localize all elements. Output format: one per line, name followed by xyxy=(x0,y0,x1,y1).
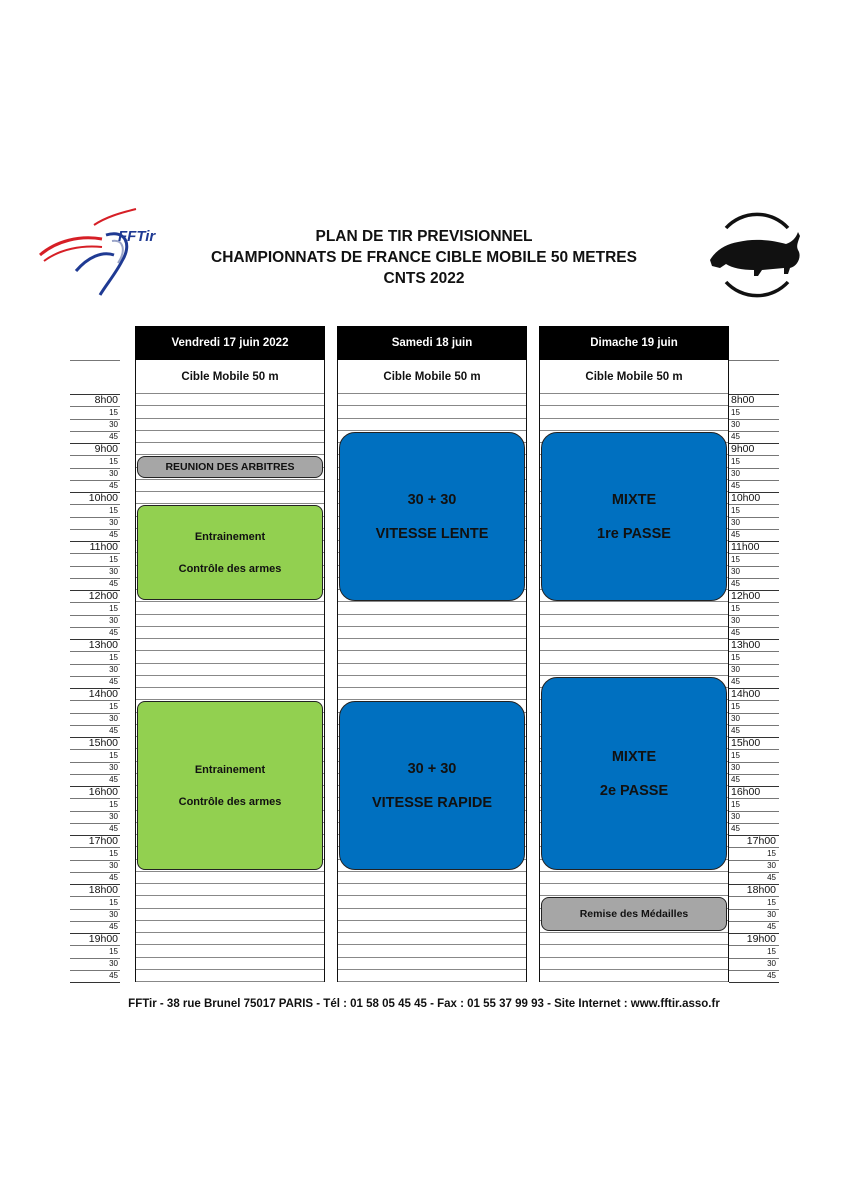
time-label-quarter: 45 xyxy=(109,971,118,980)
slot-rule xyxy=(136,454,324,455)
time-label-quarter: 30 xyxy=(731,420,740,429)
grid-rule xyxy=(729,798,779,799)
time-label-quarter: 30 xyxy=(767,959,776,968)
slot-rule xyxy=(338,957,526,958)
slot-rule xyxy=(136,687,324,688)
time-label-hour: 17h00 xyxy=(88,835,118,847)
time-label-quarter: 30 xyxy=(731,567,740,576)
time-label-quarter: 30 xyxy=(109,420,118,429)
time-label-hour: 16h00 xyxy=(731,786,761,798)
event-label: 2e PASSE xyxy=(599,782,669,799)
time-label-quarter: 15 xyxy=(109,457,118,466)
time-label-quarter: 45 xyxy=(731,824,740,833)
time-label-quarter: 15 xyxy=(109,947,118,956)
event-label: Entrainement xyxy=(194,763,266,776)
time-label-quarter: 45 xyxy=(109,481,118,490)
time-label-quarter: 30 xyxy=(731,812,740,821)
schedule-event[interactable] xyxy=(137,505,323,600)
slot-rule xyxy=(540,638,728,639)
grid-rule xyxy=(729,651,779,652)
discipline-label: Cible Mobile 50 m xyxy=(337,360,527,393)
time-label-quarter: 30 xyxy=(109,567,118,576)
slot-rule xyxy=(540,663,728,664)
discipline-label: Cible Mobile 50 m xyxy=(539,360,729,393)
slot-rule xyxy=(338,699,526,700)
time-label-quarter: 45 xyxy=(109,677,118,686)
time-label-quarter: 15 xyxy=(109,506,118,515)
slot-rule xyxy=(338,393,526,394)
grid-rule xyxy=(70,406,120,407)
event-label: Contrôle des armes xyxy=(178,562,282,575)
time-label-quarter: 15 xyxy=(731,506,740,515)
time-label-quarter: 15 xyxy=(731,457,740,466)
slot-rule xyxy=(136,969,324,970)
time-label-quarter: 15 xyxy=(731,702,740,711)
time-label-quarter: 45 xyxy=(109,432,118,441)
event-label: Contrôle des armes xyxy=(178,795,282,808)
slot-rule xyxy=(338,675,526,676)
time-label-quarter: 15 xyxy=(109,849,118,858)
slot-rule xyxy=(136,418,324,419)
title-line-3: CNTS 2022 xyxy=(383,270,465,287)
time-label-quarter: 30 xyxy=(109,714,118,723)
time-label-quarter: 30 xyxy=(767,861,776,870)
event-label: REUNION DES ARBITRES xyxy=(165,461,295,473)
time-label-quarter: 15 xyxy=(109,604,118,613)
slot-rule xyxy=(540,418,728,419)
slot-rule xyxy=(338,405,526,406)
event-label: Remise des Médailles xyxy=(579,908,689,920)
schedule-event[interactable] xyxy=(541,432,727,601)
time-label-quarter: 15 xyxy=(731,653,740,662)
time-label-quarter: 45 xyxy=(731,481,740,490)
event-label: VITESSE LENTE xyxy=(375,525,489,542)
time-label-hour: 8h00 xyxy=(731,394,755,406)
slot-rule xyxy=(338,601,526,602)
time-label-hour: 19h00 xyxy=(746,933,776,945)
slot-rule xyxy=(136,944,324,945)
slot-rule xyxy=(338,650,526,651)
time-label-quarter: 30 xyxy=(109,861,118,870)
grid-rule xyxy=(729,553,779,554)
time-label-quarter: 45 xyxy=(109,726,118,735)
slot-rule xyxy=(338,908,526,909)
time-label-quarter: 30 xyxy=(109,812,118,821)
time-label-quarter: 45 xyxy=(731,432,740,441)
slot-rule xyxy=(136,699,324,700)
time-label-hour: 14h00 xyxy=(88,688,118,700)
time-label-quarter: 45 xyxy=(109,873,118,882)
grid-rule xyxy=(729,455,779,456)
slot-rule xyxy=(136,503,324,504)
time-label-quarter: 45 xyxy=(767,971,776,980)
grid-rule xyxy=(729,847,779,848)
slot-rule xyxy=(540,957,728,958)
grid-rule xyxy=(729,360,779,361)
time-label-quarter: 15 xyxy=(767,947,776,956)
time-label-hour: 11h00 xyxy=(731,541,760,553)
time-label-hour: 14h00 xyxy=(731,688,761,700)
event-label: VITESSE RAPIDE xyxy=(371,794,493,811)
slot-rule xyxy=(136,895,324,896)
time-label-hour: 8h00 xyxy=(94,394,118,406)
time-label-quarter: 45 xyxy=(767,873,776,882)
slot-rule xyxy=(136,430,324,431)
grid-rule xyxy=(70,798,120,799)
grid-rule xyxy=(729,982,779,983)
slot-rule xyxy=(338,418,526,419)
slot-rule xyxy=(338,920,526,921)
time-label-quarter: 30 xyxy=(109,469,118,478)
event-label: Entrainement xyxy=(194,530,266,543)
slot-rule xyxy=(540,981,728,982)
grid-rule xyxy=(70,504,120,505)
time-label-hour: 9h00 xyxy=(94,443,118,455)
event-label: 1re PASSE xyxy=(597,525,671,542)
slot-rule xyxy=(136,393,324,394)
slot-rule xyxy=(540,969,728,970)
time-label-quarter: 15 xyxy=(731,604,740,613)
slot-rule xyxy=(136,491,324,492)
discipline-label: Cible Mobile 50 m xyxy=(135,360,325,393)
boar-target-icon xyxy=(702,210,812,300)
time-label-quarter: 30 xyxy=(109,665,118,674)
slot-rule xyxy=(338,895,526,896)
day-slots xyxy=(135,393,325,982)
slot-rule xyxy=(540,405,728,406)
slot-rule xyxy=(338,614,526,615)
slot-rule xyxy=(136,614,324,615)
slot-rule xyxy=(338,883,526,884)
grid-rule xyxy=(70,847,120,848)
footer-contact: FFTir - 38 rue Brunel 75017 PARIS - Tél : 01 58 05 45 45 - Fax : 01 55 37 99 93 - Site Internet : www.fftir.asso.fr xyxy=(128,998,720,1010)
slot-rule xyxy=(136,442,324,443)
schedule-event[interactable] xyxy=(137,701,323,870)
time-label-quarter: 15 xyxy=(109,898,118,907)
time-label-quarter: 45 xyxy=(731,579,740,588)
time-label-quarter: 15 xyxy=(731,408,740,417)
grid-rule xyxy=(729,749,779,750)
time-label-hour: 15h00 xyxy=(88,737,118,749)
time-label-quarter: 15 xyxy=(109,702,118,711)
day-header: Dimache 19 juin xyxy=(539,326,729,360)
slot-rule xyxy=(136,981,324,982)
grid-rule xyxy=(729,896,779,897)
title-line-1: PLAN DE TIR PREVISIONNEL xyxy=(315,228,533,245)
grid-rule xyxy=(729,602,779,603)
slot-rule xyxy=(540,626,728,627)
event-label: 30 + 30 xyxy=(407,491,457,508)
grid-rule xyxy=(70,553,120,554)
slot-rule xyxy=(540,944,728,945)
time-label-quarter: 15 xyxy=(109,408,118,417)
time-label-hour: 10h00 xyxy=(731,492,761,504)
slot-rule xyxy=(540,614,728,615)
slot-rule xyxy=(338,969,526,970)
time-label-quarter: 30 xyxy=(731,616,740,625)
time-label-quarter: 45 xyxy=(731,628,740,637)
time-label-quarter: 15 xyxy=(767,849,776,858)
page-title xyxy=(160,226,688,289)
schedule-event[interactable] xyxy=(339,701,525,870)
slot-rule xyxy=(136,405,324,406)
grid-rule xyxy=(70,651,120,652)
slot-rule xyxy=(338,944,526,945)
time-label-hour: 10h00 xyxy=(88,492,118,504)
slot-rule xyxy=(540,932,728,933)
event-label: 30 + 30 xyxy=(407,760,457,777)
time-label-quarter: 30 xyxy=(109,616,118,625)
slot-rule xyxy=(136,675,324,676)
grid-rule xyxy=(70,749,120,750)
slot-rule xyxy=(338,430,526,431)
schedule-event[interactable] xyxy=(541,677,727,870)
grid-rule xyxy=(729,504,779,505)
time-label-hour: 12h00 xyxy=(88,590,118,602)
time-label-quarter: 45 xyxy=(109,775,118,784)
grid-rule xyxy=(70,982,120,983)
time-label-hour: 18h00 xyxy=(746,884,776,896)
grid-rule xyxy=(70,360,120,361)
time-label-quarter: 15 xyxy=(109,751,118,760)
time-label-quarter: 15 xyxy=(109,555,118,564)
time-label-hour: 9h00 xyxy=(731,443,755,455)
slot-rule xyxy=(136,479,324,480)
slot-rule xyxy=(136,920,324,921)
time-label-quarter: 45 xyxy=(109,579,118,588)
time-label-quarter: 30 xyxy=(731,518,740,527)
time-label-quarter: 30 xyxy=(109,518,118,527)
slot-rule xyxy=(136,601,324,602)
slot-rule xyxy=(136,626,324,627)
time-label-hour: 11h00 xyxy=(89,541,118,553)
time-label-quarter: 15 xyxy=(109,800,118,809)
slot-rule xyxy=(136,957,324,958)
time-label-quarter: 30 xyxy=(731,469,740,478)
schedule-event[interactable] xyxy=(339,432,525,601)
schedule-event[interactable] xyxy=(137,456,323,478)
slot-rule xyxy=(136,932,324,933)
time-label-quarter: 45 xyxy=(767,922,776,931)
grid-rule xyxy=(70,455,120,456)
time-label-quarter: 45 xyxy=(109,628,118,637)
slot-rule xyxy=(540,883,728,884)
time-label-quarter: 45 xyxy=(731,530,740,539)
time-label-quarter: 30 xyxy=(767,910,776,919)
slot-rule xyxy=(540,393,728,394)
schedule-event[interactable] xyxy=(541,897,727,931)
slot-rule xyxy=(338,981,526,982)
time-label-quarter: 15 xyxy=(731,555,740,564)
time-label-hour: 12h00 xyxy=(731,590,761,602)
slot-rule xyxy=(136,650,324,651)
time-label-hour: 13h00 xyxy=(88,639,118,651)
time-label-quarter: 45 xyxy=(109,530,118,539)
time-label-hour: 18h00 xyxy=(88,884,118,896)
time-label-quarter: 15 xyxy=(109,653,118,662)
time-label-quarter: 30 xyxy=(731,763,740,772)
grid-rule xyxy=(70,602,120,603)
day-header: Samedi 18 juin xyxy=(337,326,527,360)
slot-rule xyxy=(136,871,324,872)
event-label: MIXTE xyxy=(611,748,657,765)
time-label-quarter: 45 xyxy=(731,677,740,686)
slot-rule xyxy=(540,430,728,431)
time-label-quarter: 45 xyxy=(731,775,740,784)
time-label-quarter: 30 xyxy=(731,665,740,674)
fftir-logo xyxy=(36,205,176,297)
grid-rule xyxy=(70,896,120,897)
time-label-quarter: 30 xyxy=(109,910,118,919)
grid-rule xyxy=(729,406,779,407)
time-label-quarter: 45 xyxy=(109,922,118,931)
event-label: MIXTE xyxy=(611,491,657,508)
title-line-2: CHAMPIONNATS DE FRANCE CIBLE MOBILE 50 METRES xyxy=(211,249,637,266)
time-label-hour: 16h00 xyxy=(88,786,118,798)
time-label-quarter: 45 xyxy=(731,726,740,735)
logo-text: FFTir xyxy=(118,228,156,245)
time-label-quarter: 15 xyxy=(731,800,740,809)
time-label-quarter: 45 xyxy=(109,824,118,833)
time-label-hour: 17h00 xyxy=(746,835,776,847)
grid-rule xyxy=(70,700,120,701)
grid-rule xyxy=(729,700,779,701)
grid-rule xyxy=(729,945,779,946)
slot-rule xyxy=(136,883,324,884)
time-label-quarter: 30 xyxy=(731,714,740,723)
slot-rule xyxy=(338,626,526,627)
slot-rule xyxy=(338,871,526,872)
slot-rule xyxy=(540,601,728,602)
slot-rule xyxy=(540,675,728,676)
slot-rule xyxy=(338,638,526,639)
day-header: Vendredi 17 juin 2022 xyxy=(135,326,325,360)
time-label-quarter: 15 xyxy=(731,751,740,760)
slot-rule xyxy=(540,895,728,896)
time-label-hour: 15h00 xyxy=(731,737,761,749)
time-label-quarter: 30 xyxy=(109,959,118,968)
slot-rule xyxy=(540,871,728,872)
slot-rule xyxy=(136,663,324,664)
grid-rule xyxy=(70,945,120,946)
slot-rule xyxy=(136,908,324,909)
slot-rule xyxy=(338,932,526,933)
time-label-quarter: 30 xyxy=(109,763,118,772)
slot-rule xyxy=(338,687,526,688)
time-label-quarter: 15 xyxy=(767,898,776,907)
slot-rule xyxy=(136,638,324,639)
slot-rule xyxy=(338,663,526,664)
slot-rule xyxy=(540,650,728,651)
time-label-hour: 13h00 xyxy=(731,639,761,651)
time-label-hour: 19h00 xyxy=(88,933,118,945)
